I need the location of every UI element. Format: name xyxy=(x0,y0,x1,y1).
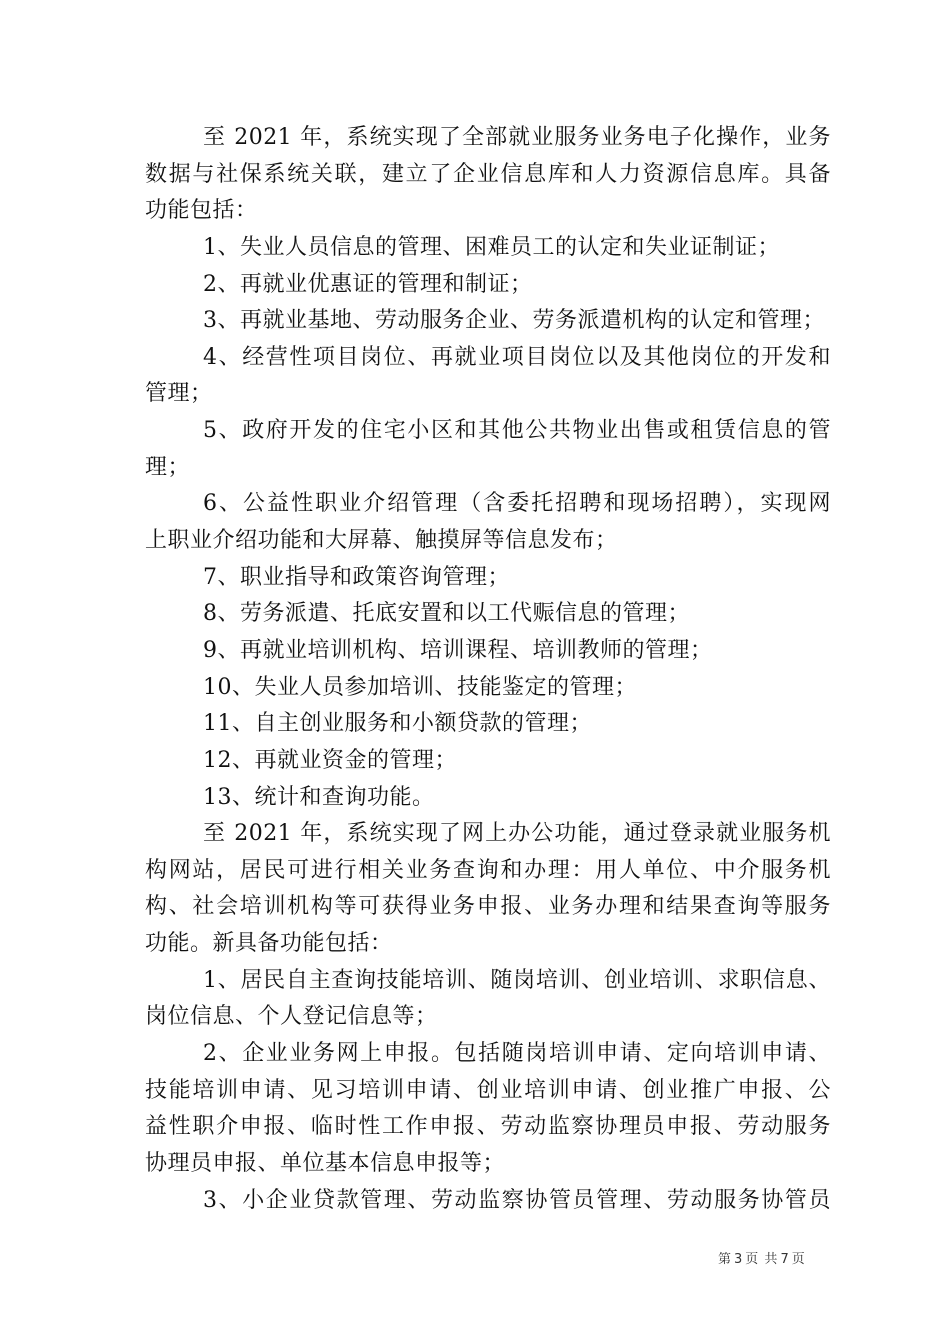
page-label-suffix: 页 xyxy=(791,1252,806,1267)
text-line: 4、经营性项目岗位、再就业项目岗位以及其他岗位的开发和 xyxy=(203,344,831,370)
text-line: 5、政府开发的住宅小区和其他公共物业出售或租赁信息的管 xyxy=(203,418,831,444)
list-item xyxy=(145,1183,831,1220)
list-item xyxy=(145,230,831,267)
list-item xyxy=(145,303,831,340)
page-label-prefix: 第 xyxy=(718,1252,733,1267)
text-line: 2、企业业务网上申报。包括随岗培训申请、定向培训申请、 xyxy=(203,1041,831,1067)
list-item xyxy=(145,1036,831,1183)
text-line: 9、再就业培训机构、培训课程、培训教师的管理； xyxy=(203,637,713,663)
document-body xyxy=(145,120,831,1219)
text-line: 功能。新具备功能包括： xyxy=(145,931,393,957)
paragraph-intro-2 xyxy=(145,816,831,963)
list-item xyxy=(145,340,831,413)
list-item xyxy=(145,670,831,707)
list-item xyxy=(145,596,831,633)
text-line: 3、小企业贷款管理、劳动监察协管员管理、劳动服务协管员 xyxy=(203,1187,831,1213)
text-line: 11、自主创业服务和小额贷款的管理； xyxy=(203,711,592,737)
list-item xyxy=(145,267,831,304)
text-line: 7、职业指导和政策咨询管理； xyxy=(203,564,510,590)
text-line: 13、统计和查询功能。 xyxy=(203,784,435,810)
text-line: 3、再就业基地、劳动服务企业、劳务派遣机构的认定和管理； xyxy=(203,308,825,334)
text-line: 功能包括： xyxy=(145,198,258,224)
text-line: 至 2021 年，系统实现了网上办公功能，通过登录就业服务机 xyxy=(203,821,831,847)
list-item xyxy=(145,560,831,597)
total-pages-number: 7 xyxy=(780,1252,790,1267)
text-line: 理； xyxy=(145,454,191,480)
text-line: 构、社会培训机构等可获得业务申报、业务办理和结果查询等服务 xyxy=(145,894,831,920)
text-line: 管理； xyxy=(145,381,213,407)
list-item xyxy=(145,743,831,780)
text-line: 1、居民自主查询技能培训、随岗培训、创业培训、求职信息、 xyxy=(203,967,831,993)
text-line: 数据与社保系统关联，建立了企业信息库和人力资源信息库。具备 xyxy=(145,161,831,187)
text-line: 6、公益性职业介绍管理（含委托招聘和现场招聘），实现网 xyxy=(203,491,831,517)
list-item xyxy=(145,486,831,559)
text-line: 技能培训申请、见习培训申请、创业培训申请、创业推广申报、公 xyxy=(145,1077,831,1103)
list-item xyxy=(145,413,831,486)
text-line: 益性职介申报、临时性工作申报、劳动监察协理员申报、劳动服务 xyxy=(145,1114,831,1140)
text-line: 10、失业人员参加培训、技能鉴定的管理； xyxy=(203,674,637,700)
list-item xyxy=(145,963,831,1036)
paragraph-intro-1 xyxy=(145,120,831,230)
text-line: 协理员申报、单位基本信息申报等； xyxy=(145,1150,506,1176)
list-item xyxy=(145,633,831,670)
text-line: 2、再就业优惠证的管理和制证； xyxy=(203,271,533,297)
text-line: 1、失业人员信息的管理、困难员工的认定和失业证制证； xyxy=(203,234,780,260)
text-line: 岗位信息、个人登记信息等； xyxy=(145,1004,438,1030)
list-item xyxy=(145,780,831,817)
text-line: 12、再就业资金的管理； xyxy=(203,747,457,773)
text-line: 上职业介绍功能和大屏幕、触摸屏等信息发布； xyxy=(145,528,618,554)
page-label-middle: 页 共 xyxy=(745,1252,779,1267)
text-line: 构网站，居民可进行相关业务查询和办理：用人单位、中介服务机 xyxy=(145,857,831,883)
list-item xyxy=(145,706,831,743)
current-page-number: 3 xyxy=(734,1252,744,1267)
text-line: 至 2021 年，系统实现了全部就业服务业务电子化操作，业务 xyxy=(203,125,831,150)
text-line: 8、劳务派遣、托底安置和以工代赈信息的管理； xyxy=(203,601,690,627)
page-number-footer xyxy=(718,1248,806,1267)
